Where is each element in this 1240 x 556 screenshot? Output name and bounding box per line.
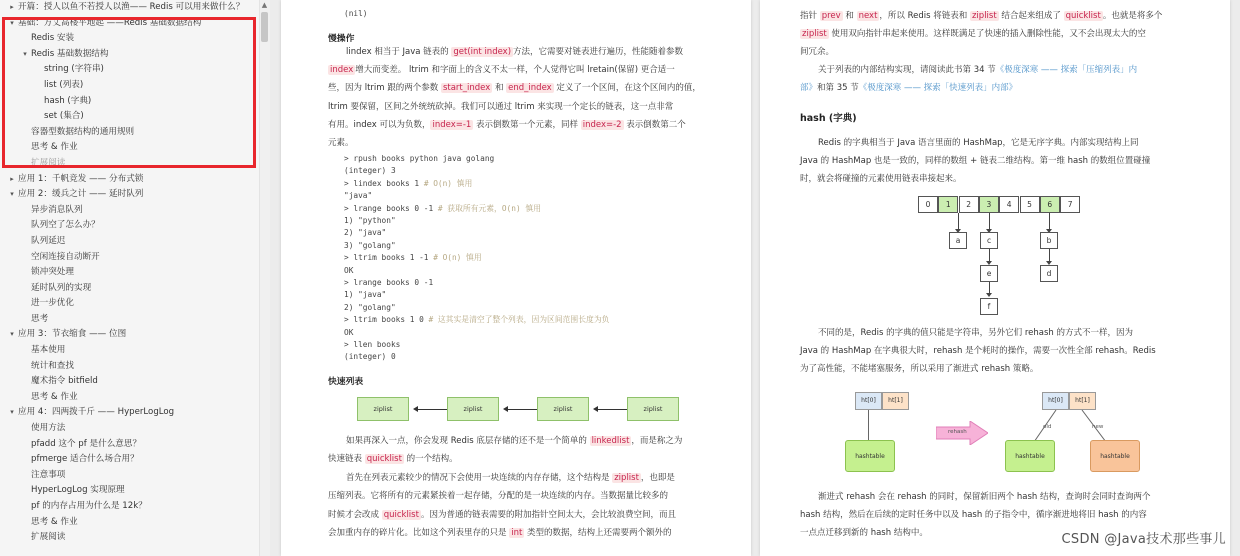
outline-item[interactable] — [0, 452, 269, 468]
link-arrow — [1049, 247, 1050, 261]
outline-item[interactable] — [0, 421, 269, 437]
code-text: 2) "golang" — [344, 302, 396, 312]
outline-item[interactable] — [0, 343, 269, 359]
code-line — [344, 252, 482, 264]
text-run: 和 — [492, 83, 507, 94]
caret-down-icon[interactable]: ▾ — [23, 49, 27, 58]
text-run: 不同的是，Redis 的字典的值只能是字符串，另外它们 rehash 的方式不一样，因为 — [818, 328, 1133, 338]
outline-item-label: 开篇：授人以鱼不若授人以渔—— Redis 可以用来做什么？ — [18, 2, 245, 12]
caret-down-icon[interactable]: ▾ — [10, 190, 14, 199]
rehash-line — [818, 325, 1133, 341]
code-line — [344, 227, 386, 239]
code-comment: # O(n) 慎用 — [423, 178, 473, 188]
text-run: 首先在列表元素较少的情况下会使用一块连续的内存存储，这个结构是 — [346, 472, 613, 483]
inline-code: ziplist — [802, 29, 827, 39]
code-text: OK — [344, 327, 354, 337]
outline-item-label: 注意事项 — [31, 469, 66, 480]
scroll-thumb[interactable] — [261, 12, 268, 42]
outline-item-label: pfadd 这个 pf 是什么意思？ — [31, 438, 142, 449]
text-run: 结合起来组成了 — [998, 11, 1064, 21]
rehash-line — [800, 343, 1156, 359]
outline-item[interactable] — [0, 218, 269, 234]
outline-item-label: string (字符串) — [44, 64, 104, 75]
outline-item[interactable] — [0, 374, 269, 390]
outline-item-label: 进一步优化 — [31, 298, 74, 309]
slow-ops-line — [328, 62, 675, 78]
outline-item[interactable] — [0, 187, 269, 203]
outline-item-label: 应用 4：四两拨千斤 —— HyperLogLog — [18, 407, 175, 418]
text-run: 时，就会将碰撞的元素使用链表串接起来。 — [800, 174, 962, 184]
text-run: 间冗余。 — [800, 47, 835, 57]
hash-array-cell: 7 — [1060, 196, 1080, 213]
text-run: 会加重内存的碎片化。比如这个列表里存的只是 — [328, 528, 510, 538]
hash-line — [818, 135, 1139, 151]
inline-code: next — [858, 11, 878, 21]
caret-down-icon[interactable]: ▾ — [10, 18, 14, 27]
inline-code: quicklist — [366, 454, 402, 465]
slow-ops-line — [328, 135, 354, 151]
text-run: 如果再深入一点，你会发现 Redis 底层存储的还不是一个简单的 — [346, 436, 590, 446]
text-run: lindex 相当于 Java 链表的 — [346, 47, 452, 57]
code-line — [344, 203, 541, 215]
outline-item[interactable] — [0, 265, 269, 281]
text-run: 和 — [842, 11, 857, 21]
hash-array-cell: 5 — [1020, 196, 1040, 213]
code-text: > llen books — [344, 340, 401, 349]
ziplist-node: ziplist — [537, 397, 589, 421]
scroll-up-icon[interactable]: ▲ — [261, 1, 268, 9]
caret-down-icon[interactable]: ▾ — [10, 330, 14, 339]
inline-code: index=-2 — [582, 119, 622, 130]
code-text: 1) "python" — [344, 216, 396, 225]
text-run: Redis 的字典相当于 Java 语言里面的 HashMap，它是无序字典。内部实现结构上同 — [818, 138, 1139, 148]
page-right — [760, 0, 1230, 556]
hash-array-cell: 6 — [1040, 196, 1060, 213]
quicklist-line — [328, 525, 672, 541]
text-run: 方法，它需要对链表进行遍历，性能随着参数 — [513, 47, 684, 57]
outline-item-label: set (集合) — [44, 111, 84, 122]
code-line — [344, 302, 396, 314]
text-run: 为了高性能，不能堵塞服务，所以采用了渐进式 rehash 策略。 — [800, 364, 1039, 374]
text-run: 。因为普通的链表需要的附加指针空间太大，会比较浪费空间，而且 — [420, 509, 676, 520]
code-line — [344, 277, 433, 289]
hash-array-cell: 2 — [959, 196, 979, 213]
new-hashtable-node: hashtable — [1090, 440, 1140, 472]
hash-array-cell: 1 — [938, 196, 958, 213]
caret-down-icon[interactable]: ▾ — [10, 408, 14, 417]
reference-link[interactable]: 《极度深寒 —— 探索「快速列表」内部》 — [858, 83, 1018, 93]
reference-line — [818, 62, 1137, 78]
ht1-cell: ht[1] — [882, 392, 909, 410]
quicklist-line — [328, 507, 676, 523]
inline-code: get(int index) — [453, 47, 512, 57]
ziplist-node: ziplist — [447, 397, 499, 421]
text-run: 压缩列表。它将所有的元素紧挨着一起存储，分配的是一块连续的内存。当数据量比较多的 — [328, 491, 669, 502]
csdn-watermark: CSDN @Java技术那些事儿 — [1061, 532, 1226, 547]
code-line — [344, 351, 396, 363]
progressive-rehash-line — [818, 489, 1151, 505]
outline-item-label: 应用 3：节衣缩食 —— 位图 — [18, 329, 127, 340]
text-run: ，而是称之为 — [631, 436, 683, 446]
text-run: 定义了一个区间，在这个区间内的值， — [553, 83, 701, 94]
outline-item[interactable] — [0, 483, 269, 499]
text-run: 表示倒数第二个 — [623, 119, 686, 130]
reference-line — [800, 80, 1017, 96]
quicklist-line — [346, 433, 682, 449]
red-highlight-box — [2, 17, 256, 168]
code-line — [344, 339, 400, 351]
text-run: 快速链表 — [328, 454, 365, 465]
chain-node-c: c — [980, 232, 998, 249]
link-arrow — [958, 213, 959, 229]
code-text: > ltrim books 1 0 — [344, 315, 429, 325]
outline-item-label: pf 的内存占用为什么是 12k？ — [31, 501, 147, 511]
outline-item-label: list (列表) — [44, 79, 84, 90]
text-run: ，也即是 — [640, 472, 675, 483]
rehash-line — [800, 361, 1038, 377]
outline-item-label: 扩展阅读 — [31, 532, 66, 543]
outline-item-label: hash (字典) — [44, 95, 92, 106]
progressive-rehash-line — [800, 525, 928, 541]
code-line — [344, 289, 386, 301]
inline-code: index — [330, 65, 354, 76]
text-run: 元素。 — [328, 138, 354, 148]
code-line — [344, 240, 396, 252]
inline-code: index=-1 — [432, 119, 472, 130]
outline-item-label: 异步消息队列 — [31, 204, 83, 215]
quicklist-cont-line — [800, 26, 1146, 42]
outline-item-label: 基础：万丈高楼平地起 ——Redis 基础数据结构 — [18, 17, 202, 28]
text-run: 使用双向指针串起来使用。这样既满足了快速的插入删除性能，又不会出现太大的空 — [828, 29, 1146, 39]
inline-code: start_index — [442, 83, 491, 94]
outline-item-label: 统计和查找 — [31, 360, 74, 371]
ht0-cell: ht[0] — [1042, 392, 1069, 410]
code-comment: # 获取所有元素，O(n) 慎用 — [437, 203, 541, 213]
link-arrow — [989, 213, 990, 229]
outline-sidebar — [0, 0, 270, 556]
outline-item-label: 容器型数据结构的通用规则 — [31, 126, 135, 137]
code-text: > lindex books 1 — [344, 178, 424, 188]
old-label: old — [1043, 424, 1052, 430]
hash-line — [800, 153, 1150, 169]
slow-ops-heading: 慢操作 — [328, 34, 355, 44]
quicklist-line — [346, 470, 675, 486]
outline-item-label: pfmerge 适合什么场合用？ — [31, 454, 139, 465]
outline-item-label: 应用 1：千帆竞发 —— 分布式锁 — [18, 173, 144, 184]
code-comment: # O(n) 慎用 — [433, 253, 482, 263]
code-line — [344, 165, 396, 177]
code-line — [344, 265, 353, 277]
rehash-arrow-label: rehash — [948, 429, 967, 435]
inline-code: ziplist — [614, 472, 639, 483]
code-text: 3) "golang" — [344, 240, 396, 250]
new-label: new — [1092, 424, 1104, 430]
ziplist-node: ziplist — [357, 397, 409, 421]
text-run: 有用。index 可以为负数， — [328, 119, 431, 130]
code-line — [344, 153, 494, 165]
bidirectional-arrow — [505, 409, 541, 410]
code-line — [344, 314, 609, 326]
outline-item[interactable] — [0, 172, 269, 188]
code-text: OK — [344, 265, 354, 275]
outline-item[interactable] — [0, 234, 269, 250]
inline-code: quicklist — [383, 509, 419, 520]
quicklist-cont-line — [800, 44, 834, 60]
ht0-cell: ht[0] — [855, 392, 882, 410]
page-left — [281, 0, 751, 556]
text-run: 表示倒数第一个元素，同样 — [473, 119, 581, 130]
outline-item[interactable] — [0, 405, 269, 421]
outline-item[interactable] — [0, 499, 269, 515]
text-run: ltrim 要保留，区间之外统统砍掉。我们可以通过 ltrim 来实现一个定长的链表，这一点非常 — [328, 101, 674, 112]
outline-item-label: HyperLogLog 实现原理 — [31, 485, 125, 496]
text-run: 些，因为 ltrim 跟的两个参数 — [328, 83, 441, 94]
chain-node-a: a — [949, 232, 967, 249]
quicklist-cont-line — [800, 8, 1162, 24]
text-run: 一点点迁移到新的 hash 结构中。 — [800, 528, 928, 538]
outline-item[interactable] — [0, 515, 269, 531]
outline-item-label: 基本使用 — [31, 345, 66, 356]
slow-ops-line — [346, 44, 683, 60]
outline-item[interactable] — [0, 359, 269, 375]
hash-line — [800, 171, 962, 187]
outline-item[interactable] — [0, 437, 269, 453]
link-arrow — [1049, 213, 1050, 229]
outline-item-label: 思考 — [31, 313, 49, 324]
sidebar-scrollbar[interactable] — [259, 0, 270, 556]
code-text: > lrange books 0 -1 — [344, 203, 438, 213]
pointer-line — [868, 410, 869, 440]
reference-link[interactable]: 《极度深寒 —— 探索「压缩列表」内 — [995, 65, 1138, 75]
link-arrow — [989, 247, 990, 261]
inline-code: prev — [821, 11, 841, 21]
rehash-pointers — [1022, 408, 1132, 442]
outline-item-label: 队列空了怎么办？ — [31, 220, 100, 231]
inline-code: ziplist — [971, 11, 997, 21]
code-text: (integer) 0 — [344, 352, 396, 362]
outline-item-label: 应用 2：缓兵之计 —— 延时队列 — [18, 189, 144, 200]
text-run: 时候才会改成 — [328, 509, 382, 520]
outline-item-label: 队列延迟 — [31, 235, 66, 246]
inline-code: int — [511, 528, 523, 538]
outline-item-label: 锁冲突处理 — [31, 267, 74, 278]
chain-node-f: f — [980, 298, 998, 315]
outline-item[interactable] — [0, 281, 269, 297]
text-run: 类型的数据，结构上还需要两个额外的 — [524, 528, 672, 538]
outline-item-label: 魔术指令 bitfield — [31, 376, 98, 387]
bidirectional-arrow — [415, 409, 451, 410]
outline-item[interactable] — [0, 250, 269, 266]
outline-item-label: 扩展阅读 — [31, 157, 66, 168]
inline-code: end_index — [508, 83, 552, 94]
text-run: ，所以 Redis 将链表和 — [879, 11, 970, 21]
quicklist-line — [328, 488, 668, 504]
outline-item-label: 思考 & 作业 — [31, 391, 78, 402]
outline-item[interactable] — [0, 390, 269, 406]
outline-item-label: Redis 基础数据结构 — [31, 48, 109, 59]
outline-item[interactable] — [0, 312, 269, 328]
chain-node-b: b — [1040, 232, 1058, 249]
reference-link[interactable]: 部》 — [800, 83, 818, 93]
hashtable-node: hashtable — [845, 440, 895, 472]
text-run: 关于列表的内部结构实现，请阅读此书第 34 节 — [818, 65, 996, 75]
code-text: > ltrim books 1 -1 — [344, 253, 434, 263]
chain-node-d: d — [1040, 265, 1058, 282]
code-text: (integer) 3 — [344, 166, 396, 176]
hash-array-cell: 3 — [979, 196, 999, 213]
code-line — [344, 215, 396, 227]
text-run: 指针 — [800, 11, 820, 21]
old-hashtable-node: hashtable — [1005, 440, 1055, 472]
code-line — [344, 327, 353, 339]
outline-item-label: 空闲连接自动断开 — [31, 251, 100, 262]
caret-right-icon[interactable]: ▸ — [10, 3, 14, 11]
inline-code: quicklist — [1065, 11, 1101, 21]
text-run: hash 结构，然后在后续的定时任务中以及 hash 的子指令中，循序渐进地将旧 hash 的内容 — [800, 510, 1147, 520]
quicklist-heading: 快速列表 — [328, 377, 364, 387]
nil-output: (nil) — [344, 9, 368, 18]
text-run: 渐进式 rehash 会在 rehash 的同时，保留新旧两个 hash 结构，查询时会同时查询两个 — [818, 492, 1151, 502]
slow-ops-line — [328, 99, 673, 115]
code-comment: # 这其实是清空了整个列表，因为区间范围长度为负 — [428, 315, 610, 325]
outline-item-label: 使用方法 — [31, 423, 66, 434]
code-text: "java" — [344, 191, 373, 201]
outline-item[interactable] — [0, 327, 269, 343]
outline-item[interactable] — [0, 296, 269, 312]
ht1-cell: ht[1] — [1069, 392, 1096, 410]
quicklist-line — [328, 451, 458, 467]
outline-item[interactable] — [0, 203, 269, 219]
outline-item[interactable] — [0, 0, 269, 16]
code-text: 2) "java" — [344, 228, 387, 238]
chain-node-e: e — [980, 265, 998, 282]
code-text: 1) "java" — [344, 290, 387, 300]
caret-right-icon[interactable]: ▸ — [10, 174, 14, 183]
bidirectional-arrow — [595, 409, 631, 410]
outline-item[interactable] — [0, 468, 269, 484]
text-run: 。也就是将多个 — [1102, 11, 1163, 21]
code-text: > lrange books 0 -1 — [344, 278, 434, 287]
hash-array-cell: 0 — [918, 196, 938, 213]
inline-code: linkedlist — [591, 436, 630, 446]
slow-ops-line — [328, 80, 701, 96]
hash-heading: hash (字典) — [800, 113, 857, 124]
text-run: 增大而变差。 ltrim 和字面上的含义不太一样，个人觉得它叫 lretain(保留) 更合适一 — [355, 65, 675, 76]
text-run: Java 的 HashMap 也是一致的，同样的数组 + 链表二维结构。第一维 hash 的数组位置碰撞 — [800, 156, 1151, 166]
code-text: > rpush books python java golang — [344, 154, 495, 163]
code-line — [344, 190, 372, 202]
outline-item-label: 思考 & 作业 — [31, 142, 78, 153]
progressive-rehash-line — [800, 507, 1147, 523]
outline-item-label: 思考 & 作业 — [31, 516, 78, 527]
outline-item[interactable] — [0, 530, 269, 546]
ziplist-node: ziplist — [627, 397, 679, 421]
outline-item-label: 延时队列的实现 — [31, 282, 92, 293]
text-run: 和第 35 节 — [817, 83, 859, 93]
text-run: Java 的 HashMap 在字典很大时，rehash 是个耗时的操作，需要一次性全部 rehash。Redis — [800, 346, 1156, 356]
outline-item-label: Redis 安装 — [31, 33, 75, 44]
text-run: 的一个结构。 — [403, 454, 458, 465]
hash-array-cell: 4 — [999, 196, 1019, 213]
code-line — [344, 178, 472, 190]
slow-ops-line — [328, 117, 686, 133]
